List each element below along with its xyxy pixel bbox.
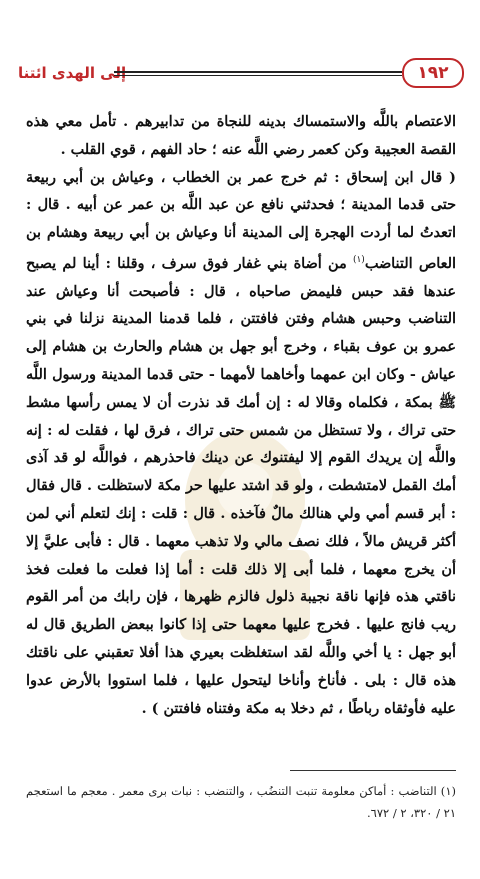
paragraph-narration bbox=[26, 164, 456, 723]
footnote-separator bbox=[290, 770, 456, 771]
main-text bbox=[26, 108, 456, 722]
paragraph-intro: الاعتصام باللَّه والاستمساك بدينه للنجاة من تدابيرهم . تأمل معي هذه القصة العجيبة وكن كعمر رضي اللَّه عنه ؛ حاد الفهم ، قوي القلب . bbox=[26, 113, 456, 158]
narration-part-2: من أضاة بني غفار فوق سرف ، وقلنا : أينا لم يصبح عندها فقد حبس فليمض صاحباه ، قال : فأصبحت أنا وعياش عند التناضب وحبس هشام وفتن فافتتن ، فلما قدمنا المدينة نزلنا في بني عمرو بن عوف بقباء ، وخرج أبو جهل بن هشام والحارث بن هشام إلى عياش - وكان ابن عمهما وأخاهما لأمهما - حتى قدما المدينة ورسول اللَّه ﷺ بمكة ، فكلماه وقالا له : إن أمك قد نذرت أن لا يمس رأسها مشط حتى تراك ، ولا تستظل من شمس حتى تراك ، فرق لها ، فقلت له : إنه واللَّه إن يريدك القوم إلا ليفتنوك عن دينك فاحذرهم ، فواللَّه لو قد آذى أمك القمل لامتشطت ، ولو قد اشتد عليها حر مكة لاستظلت . قال فقال : أبر قسم أمي ولي هنالك مالٌ فآخذه . قال : قلت : إنك لتعلم أني لمن أكثر قريش مالاً ، فلك نصف مالي ولا تذهب معهما . قال : فأبى عليَّ إلا أن يخرج معهما ، فلما أبى إلا ذلك قلت : أما إذا فعلت ما فعلت فخذ ناقتي هذه فإنها ناقة نجيبة ذلول فالزم ظهرها ، فإن رابك من أمر القوم ريب فانج عليها . فخرج عليها معهما حتى إذا كانوا ببعض الطريق قال له أبو جهل : يا أخي واللَّه لقد استغلظت بعيري هذا أفلا تعقبني على ناقتك هذه قال : بلى . فأناخ وأناخا ليتحول عليها ، فلما استووا بالأرض عدوا عليه فأوثقاه رباطًا ، ثم دخلا به مكة وفتناه فافتتن ) . bbox=[26, 254, 456, 717]
book-title: إلى الهدى ائتنا bbox=[18, 64, 127, 82]
header-rule bbox=[114, 71, 402, 76]
page-header bbox=[10, 58, 470, 88]
narration-part-1: ( قال ابن إسحاق : ثم خرج عمر بن الخطاب ، وعياش بن أبي ربيعة حتى قدما المدينة ؛ فحدثني نافع عن عبد اللَّه بن عمر عن أبيه . قال : اتعدتُ لما أردت الهجرة إلى المدينة أنا وعياش بن أبي ربيعة وهشام بن العاص التناضب bbox=[26, 168, 456, 272]
footnote: (١) التناضب : أماكن معلومة تنبت التنضُب ، والتنضب : نبات برى معمر . معجم ما استعجم ٢١ / ٣٢٠، ٢ / ٦٧٢. bbox=[26, 784, 456, 820]
page-number: ١٩٢ bbox=[402, 58, 464, 88]
footnote-marker: (١) bbox=[352, 254, 365, 265]
